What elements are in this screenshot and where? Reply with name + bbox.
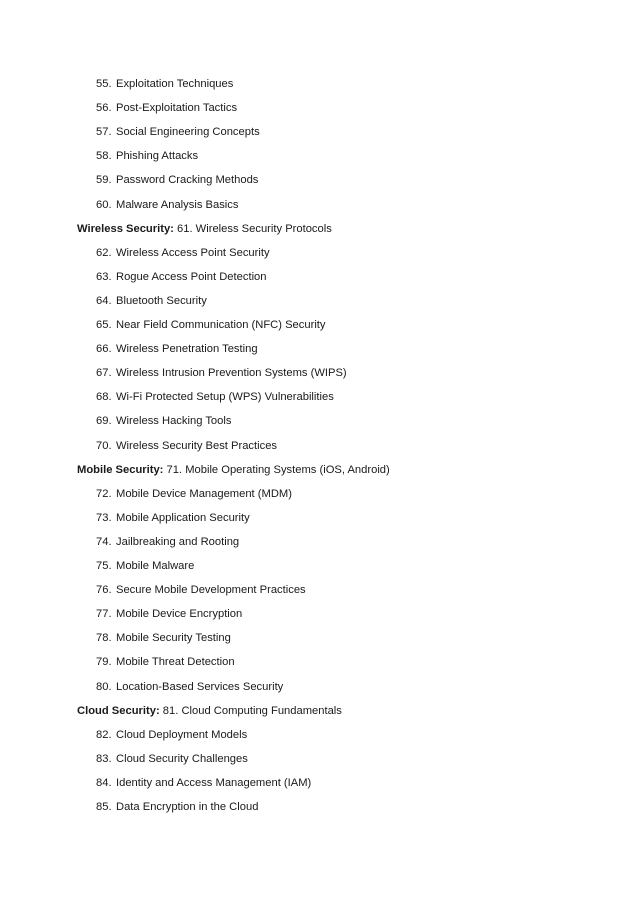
- item-number: 84.: [96, 776, 112, 789]
- item-text: Mobile Security Testing: [116, 632, 231, 645]
- list-item: [96, 510, 250, 526]
- section-label: Mobile Security:: [77, 463, 164, 476]
- item-text: Mobile Device Encryption: [116, 608, 243, 621]
- item-text: Wireless Access Point Security: [116, 246, 270, 259]
- item-number: 66.: [96, 343, 112, 356]
- list-item: [96, 751, 248, 767]
- item-text: Phishing Attacks: [116, 150, 199, 163]
- list-item: [96, 582, 306, 598]
- list-item: [96, 76, 233, 92]
- item-text: Mobile Malware: [116, 560, 195, 572]
- item-number: 78.: [96, 632, 112, 645]
- item-text: Social Engineering Concepts: [116, 126, 260, 139]
- list-item: [96, 438, 277, 454]
- item-number: 80.: [96, 680, 112, 693]
- item-text: Post-Exploitation Tactics: [116, 102, 238, 115]
- item-number: 64.: [96, 294, 112, 307]
- list-item: [96, 486, 292, 502]
- item-text: Rogue Access Point Detection: [116, 270, 267, 283]
- item-number: 76.: [96, 584, 112, 597]
- list-item: [96, 799, 258, 815]
- item-text: Wireless Hacking Tools: [116, 415, 232, 428]
- item-number: 59.: [96, 174, 112, 187]
- section-heading-line: [77, 221, 332, 237]
- item-number: 75.: [96, 560, 112, 572]
- list-item: [96, 100, 237, 116]
- item-number: 72.: [96, 487, 112, 500]
- item-number: 68.: [96, 391, 112, 404]
- item-number: 70.: [96, 439, 112, 452]
- item-number: 58.: [96, 150, 112, 163]
- section-heading-line: [77, 703, 342, 719]
- list-item: [96, 389, 334, 405]
- list-item: [96, 269, 267, 285]
- item-text: Bluetooth Security: [116, 294, 207, 307]
- item-number: 67.: [96, 367, 112, 380]
- item-text: Identity and Access Management (IAM): [116, 776, 312, 789]
- list-item: [96, 727, 247, 743]
- list-item: [96, 197, 238, 213]
- list-item: [96, 413, 231, 429]
- item-number: 60.: [96, 198, 112, 211]
- list-item: [96, 293, 207, 309]
- item-number: 77.: [96, 608, 112, 621]
- item-text: Jailbreaking and Rooting: [116, 535, 240, 548]
- item-text: Near Field Communication (NFC) Security: [116, 319, 326, 331]
- item-number: 74.: [96, 535, 112, 548]
- list-item: [96, 630, 231, 646]
- list-item: [96, 341, 258, 357]
- item-number: 83.: [96, 752, 112, 765]
- list-item: [96, 654, 235, 670]
- item-text: Wireless Penetration Testing: [116, 343, 258, 356]
- section-heading-line: [77, 462, 390, 478]
- item-number: 85.: [96, 801, 112, 813]
- list-item: [96, 534, 239, 550]
- item-number: 73.: [96, 511, 112, 524]
- list-item: [96, 365, 347, 381]
- list-item: [96, 775, 311, 791]
- list-item: [96, 172, 258, 188]
- item-text: Password Cracking Methods: [116, 174, 259, 187]
- item-text: Malware Analysis Basics: [116, 198, 239, 211]
- item-number: 56.: [96, 102, 112, 115]
- item-text: Wi-Fi Protected Setup (WPS) Vulnerabilities: [116, 391, 334, 404]
- item-text: Wireless Security Best Practices: [116, 439, 278, 452]
- item-text: 81. Cloud Computing Fundamentals: [162, 704, 342, 717]
- item-text: 61. Wireless Security Protocols: [177, 222, 332, 235]
- item-text: Cloud Security Challenges: [116, 752, 248, 765]
- item-number: 63.: [96, 270, 112, 283]
- list-item: [96, 558, 194, 574]
- list-item: [96, 245, 270, 261]
- list-item: [96, 679, 283, 695]
- item-number: 69.: [96, 415, 112, 428]
- list-item: [96, 148, 198, 164]
- item-text: Mobile Application Security: [116, 511, 250, 524]
- item-text: Exploitation Techniques: [116, 78, 234, 90]
- item-text: Wireless Intrusion Prevention Systems (WIPS): [116, 367, 347, 380]
- item-number: 79.: [96, 656, 112, 669]
- item-number: 62.: [96, 246, 112, 259]
- item-number: 65.: [96, 319, 112, 331]
- item-number: 55.: [96, 78, 112, 90]
- item-number: 82.: [96, 728, 112, 741]
- item-text: Cloud Deployment Models: [116, 728, 248, 741]
- section-label: Wireless Security:: [77, 222, 174, 235]
- list-item: [96, 317, 326, 333]
- item-text: Data Encryption in the Cloud: [116, 801, 259, 813]
- list-item: [96, 124, 260, 140]
- item-text: Mobile Threat Detection: [116, 656, 235, 669]
- item-text: 71. Mobile Operating Systems (iOS, Android): [166, 463, 390, 476]
- section-label: Cloud Security:: [77, 704, 160, 717]
- item-text: Location-Based Services Security: [116, 680, 284, 693]
- item-text: Secure Mobile Development Practices: [116, 584, 306, 597]
- list-item: [96, 606, 242, 622]
- item-text: Mobile Device Management (MDM): [116, 487, 292, 500]
- item-number: 57.: [96, 126, 112, 139]
